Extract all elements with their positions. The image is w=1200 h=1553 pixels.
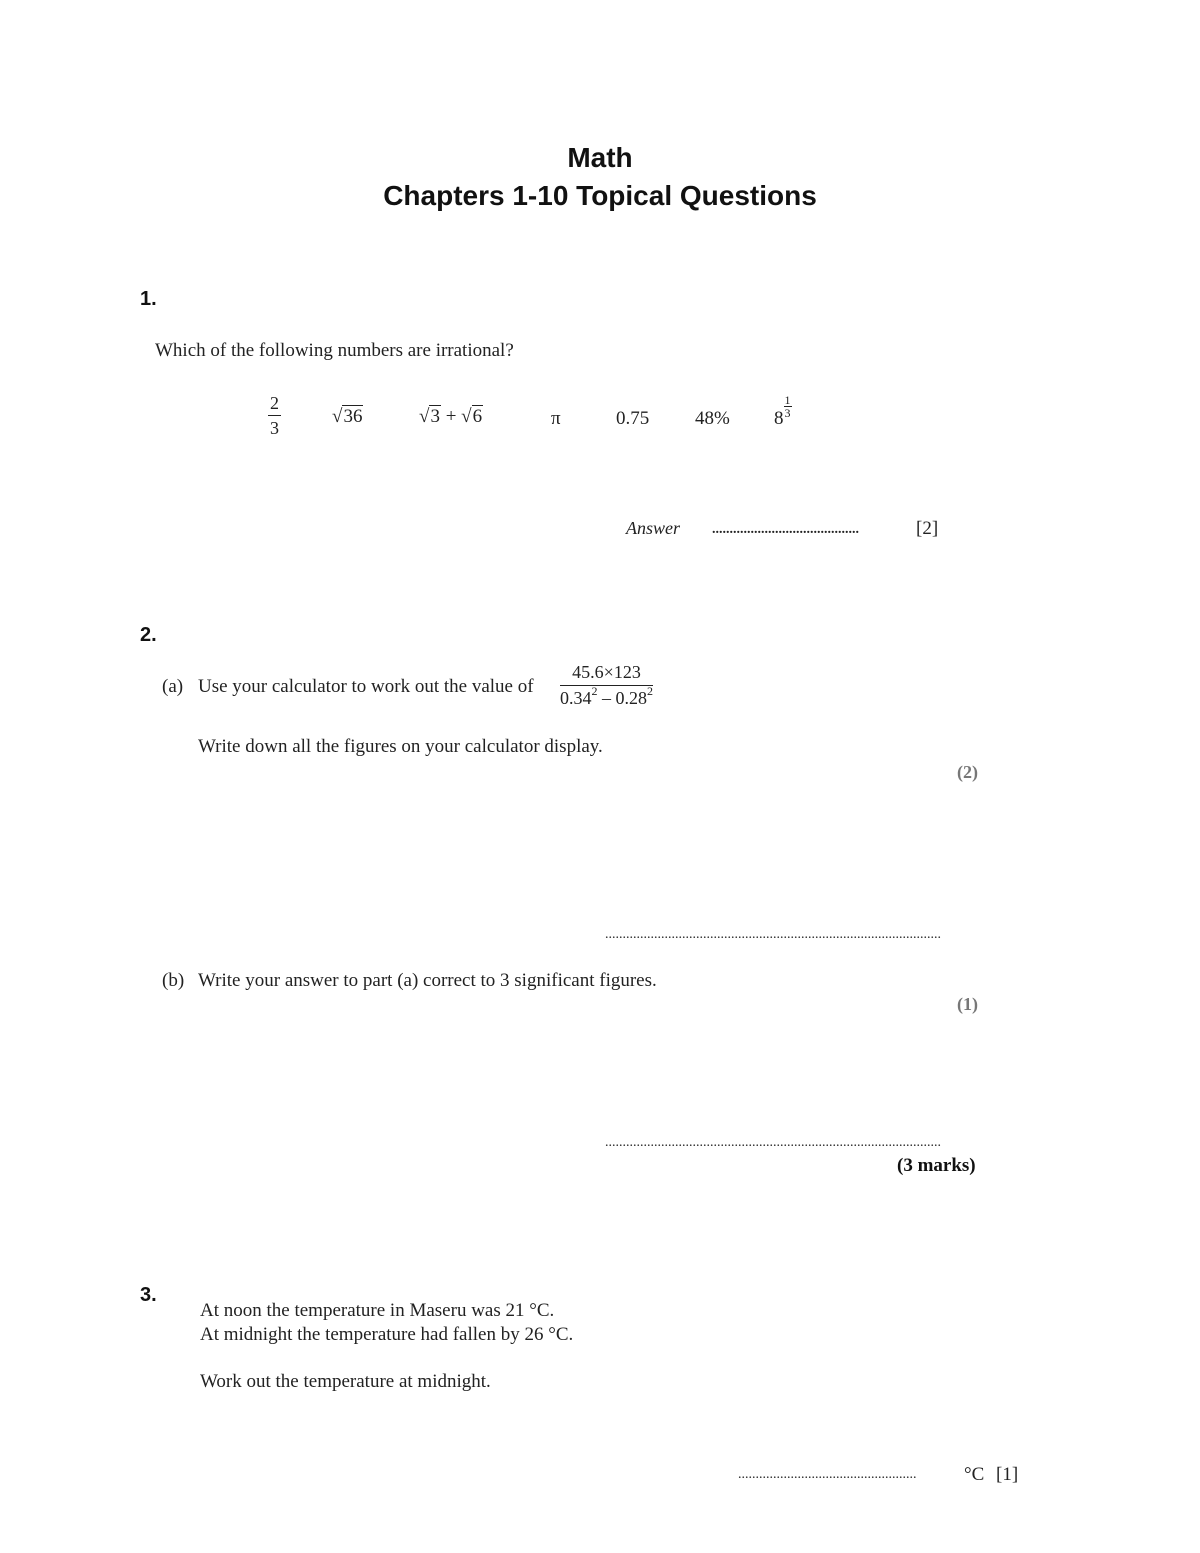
question-3-answer-line[interactable]: ................................................... xyxy=(738,1467,917,1482)
answer-line[interactable]: .......................................... xyxy=(712,522,859,537)
question-1-marks: [2] xyxy=(916,518,939,539)
question-3-line-1: At noon the temperature in Maseru was 21 °C. xyxy=(200,1300,555,1321)
option-fraction xyxy=(268,393,281,439)
option-pi: π xyxy=(551,408,561,429)
answer-label: Answer xyxy=(626,518,680,538)
sqrt-36-radicand: 36 xyxy=(343,406,363,427)
part-b-label: (b) xyxy=(162,970,185,991)
fraction-denominator: 3 xyxy=(270,418,279,438)
question-1-prompt: Which of the following numbers are irrational? xyxy=(155,340,514,361)
power-exponent-numerator: 1 xyxy=(784,393,791,407)
calculation-numerator: 45.6×123 xyxy=(560,662,653,686)
page-subtitle: Chapters 1-10 Topical Questions xyxy=(383,180,817,211)
part-b-answer-line[interactable]: ................................................................................................ xyxy=(605,1135,941,1150)
sqrt-6-radicand: 6 xyxy=(472,406,483,427)
denominator-exponent-b: 2 xyxy=(647,684,653,698)
fraction-numerator: 2 xyxy=(268,393,281,416)
power-exponent-denominator: 3 xyxy=(784,406,791,420)
option-decimal: 0.75 xyxy=(616,408,650,429)
question-3-instruction: Work out the temperature at midnight. xyxy=(200,1371,491,1392)
part-b-marks: (1) xyxy=(957,994,978,1014)
calculation-fraction xyxy=(560,662,653,709)
option-sqrt3-plus-sqrt6: √3 + √6 xyxy=(419,406,483,427)
denominator-exponent-a: 2 xyxy=(591,684,598,698)
part-a-answer-line[interactable]: ................................................................................................ xyxy=(605,927,941,942)
question-3-number: 3. xyxy=(140,1284,157,1306)
part-a-instruction: Write down all the figures on your calculator display. xyxy=(198,736,603,757)
option-sqrt-36: √36 xyxy=(332,406,363,427)
sqrt-3-radicand: 3 xyxy=(430,406,440,427)
question-1-number: 1. xyxy=(140,288,157,310)
denominator-term-a: 0.34 xyxy=(560,688,592,708)
minus-sign: – xyxy=(602,688,611,708)
part-b-text: Write your answer to part (a) correct to 3 significant figures. xyxy=(198,970,657,991)
power-base: 8 xyxy=(774,408,784,429)
question-2-number: 2. xyxy=(140,624,157,646)
part-a-label: (a) xyxy=(162,676,184,697)
page-title: Math xyxy=(567,142,633,173)
question-2-total-marks: (3 marks) xyxy=(897,1155,976,1176)
option-percent: 48% xyxy=(695,408,730,429)
question-3-line-2: At midnight the temperature had fallen by 26 °C. xyxy=(200,1324,574,1345)
option-power xyxy=(774,393,792,433)
temperature-unit: °C xyxy=(964,1464,985,1485)
part-a-marks: (2) xyxy=(957,762,978,782)
part-a-text: Use your calculator to work out the value of xyxy=(198,676,534,697)
question-3-marks: [1] xyxy=(996,1464,1019,1485)
calculation-denominator xyxy=(560,686,653,709)
denominator-term-b: 0.28 xyxy=(615,688,647,708)
plus-sign: + xyxy=(445,406,457,427)
